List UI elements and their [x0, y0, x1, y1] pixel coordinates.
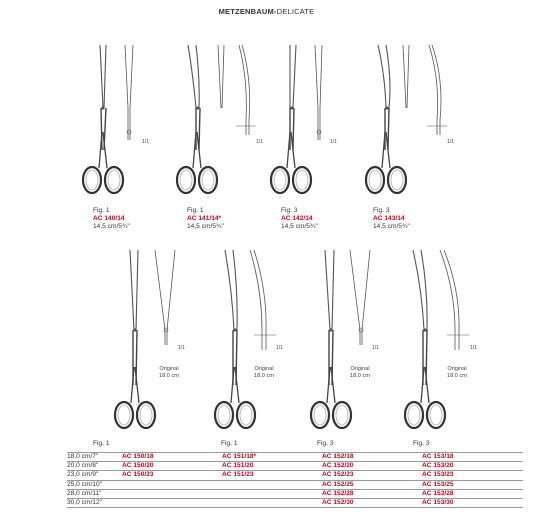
original-label: Original [447, 366, 467, 372]
article-size: 14,5 cm/5¾" [93, 223, 130, 230]
code-cell [122, 489, 222, 498]
article-code: AC 140/14 [93, 215, 125, 222]
code-cell: AC 150/20 [122, 462, 222, 471]
scissors-curved-small-2 [177, 45, 217, 193]
code-cell: AC 151/20 [222, 462, 322, 471]
code-cell: AC 153/20 [422, 462, 523, 471]
scale-mark-6: 1/1 [276, 345, 283, 351]
original-note-4 [447, 366, 467, 380]
bottom-fig-label-1: Fig. 1 [93, 440, 110, 447]
original-note-1 [159, 366, 179, 380]
size-cell: 30,0 cm/12" [67, 499, 122, 508]
blade-profile-1 [125, 45, 133, 140]
blade-profile-2 [218, 45, 256, 135]
code-cell: AC 151/18* [222, 453, 322, 462]
table-row [67, 489, 523, 498]
code-cell: AC 152/23 [322, 471, 422, 480]
code-cell [122, 499, 222, 508]
fig-label: Fig. 1 [187, 207, 204, 214]
code-cell: AC 152/25 [322, 480, 422, 489]
top-caption-2 [187, 207, 224, 231]
scissors-straight-small-3 [271, 45, 311, 193]
code-cell: AC 153/25 [422, 480, 523, 489]
scale-mark-4: 1/1 [447, 139, 454, 145]
code-cell: AC 150/23 [122, 471, 222, 480]
code-cell [122, 480, 222, 489]
blade-profile-large-4 [440, 250, 469, 350]
article-size: 14,5 cm/5¾" [281, 223, 318, 230]
table-row [67, 499, 523, 508]
scale-mark-2: 1/1 [256, 139, 263, 145]
fig-label: Fig. 1 [93, 207, 110, 214]
scissors-straight-small-1 [83, 45, 123, 193]
size-cell: 25,0 cm/10" [67, 480, 122, 489]
original-note-3 [350, 366, 370, 380]
scale-mark-5: 1/1 [178, 345, 185, 351]
bottom-fig-label-2: Fig. 1 [221, 440, 238, 447]
size-cell: 20,0 cm/8" [67, 462, 122, 471]
original-length: 18,0 cm [254, 373, 274, 379]
code-cell: AC 153/23 [422, 471, 523, 480]
article-size: 14,5 cm/5¾" [373, 223, 410, 230]
top-caption-1 [93, 207, 130, 231]
code-cell: AC 153/30 [422, 499, 523, 508]
original-length: 18,0 cm [350, 373, 370, 379]
code-cell: AC 152/18 [322, 453, 422, 462]
table-row [67, 480, 523, 489]
scissors-straight-large-1 [115, 250, 155, 428]
article-code: AC 141/14* [187, 215, 222, 222]
code-cell: AC 150/18 [122, 453, 222, 462]
fig-label: Fig. 3 [281, 207, 298, 214]
bottom-fig-label-3: Fig. 3 [317, 440, 334, 447]
scissors-curved-large-2 [215, 250, 255, 428]
table-row [67, 471, 523, 480]
code-cell [222, 489, 322, 498]
scale-mark-8: 1/1 [470, 345, 477, 351]
code-cell: AC 152/30 [322, 499, 422, 508]
scissors-curved-small-4 [366, 45, 406, 193]
blade-profile-large-2 [250, 250, 276, 350]
title-light: DELICATE [276, 7, 315, 16]
title-bold: METZENBAUM- [218, 7, 277, 16]
code-cell: AC 153/18 [422, 453, 523, 462]
bottom-fig-label-4: Fig. 3 [413, 440, 430, 447]
scissors-straight-large-3 [311, 250, 351, 428]
code-cell: AC 151/23 [222, 471, 322, 480]
scale-mark-7: 1/1 [372, 345, 379, 351]
article-code: AC 143/14 [373, 215, 405, 222]
table-row [67, 462, 523, 471]
fig-label: Fig. 3 [373, 207, 390, 214]
code-cell: AC 152/28 [322, 489, 422, 498]
blade-profile-4 [403, 45, 447, 135]
size-cell: 18,0 cm/7" [67, 453, 122, 462]
article-code: AC 142/14 [281, 215, 313, 222]
code-cell: AC 153/28 [422, 489, 523, 498]
scale-mark-1: 1/1 [142, 139, 149, 145]
size-table [67, 452, 523, 508]
original-label: Original [350, 366, 370, 372]
original-label: Original [159, 366, 179, 372]
blade-profile-3 [315, 45, 322, 140]
article-size: 14,5 cm/5¾" [187, 223, 224, 230]
scissors-curved-large-4 [405, 250, 445, 428]
size-cell: 23,0 cm/9" [67, 471, 122, 480]
size-cell: 28,0 cm/11" [67, 489, 122, 498]
top-caption-4 [373, 207, 410, 231]
original-label: Original [254, 366, 274, 372]
code-cell: AC 152/20 [322, 462, 422, 471]
original-note-2 [254, 366, 274, 380]
scale-mark-3: 1/1 [330, 139, 337, 145]
blade-profile-large-1 [155, 250, 175, 345]
table-row [67, 453, 523, 462]
original-length: 18,0 cm [447, 373, 467, 379]
top-caption-3 [281, 207, 318, 231]
code-cell [222, 480, 322, 489]
code-cell [222, 499, 322, 508]
original-length: 18,0 cm [159, 373, 179, 379]
blade-profile-large-3 [350, 250, 370, 345]
